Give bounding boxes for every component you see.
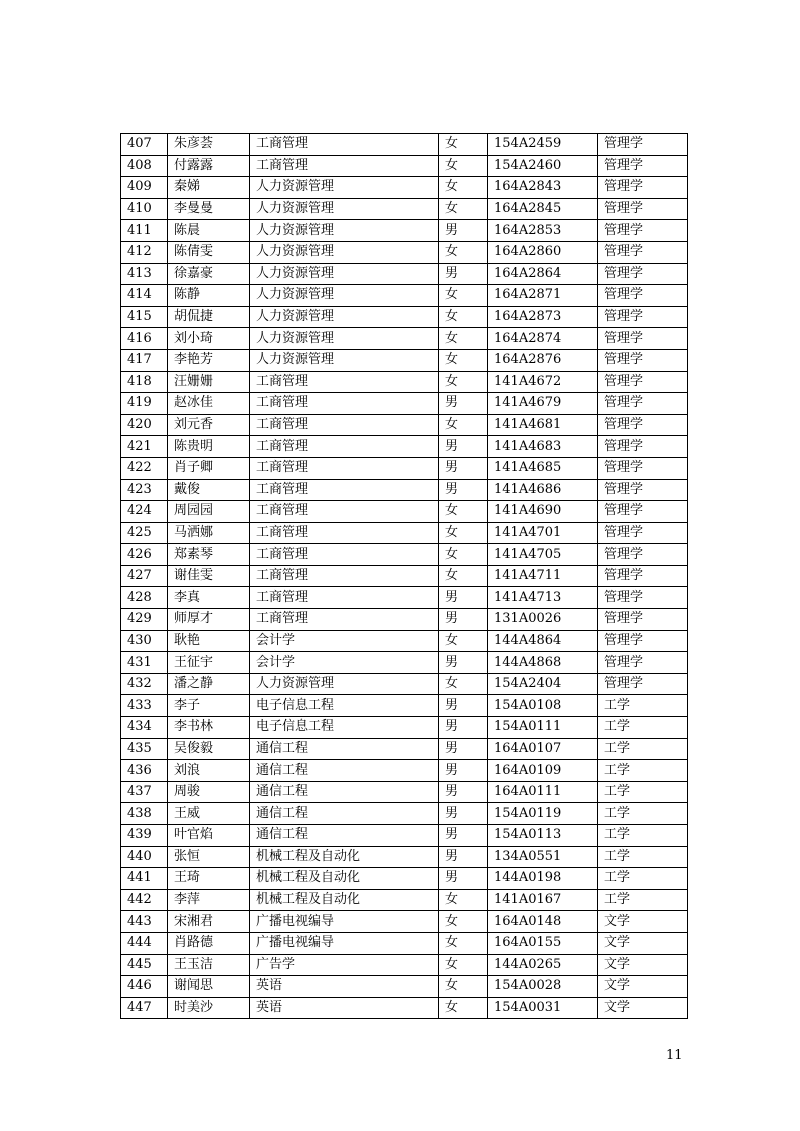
student-id-cell: 141A4713 xyxy=(488,587,598,609)
major-cell: 工商管理 xyxy=(250,414,439,436)
student-name-cell: 刘小琦 xyxy=(168,328,250,350)
student-name-cell: 李子 xyxy=(168,695,250,717)
major-cell: 英语 xyxy=(250,997,439,1019)
gender-cell: 女 xyxy=(439,328,488,350)
table-row xyxy=(121,889,688,911)
major-cell: 人力资源管理 xyxy=(250,306,439,328)
gender-cell: 女 xyxy=(439,155,488,177)
major-cell: 工商管理 xyxy=(250,371,439,393)
table-row xyxy=(121,393,688,415)
discipline-cell: 管理学 xyxy=(598,457,688,479)
student-name-cell: 陈静 xyxy=(168,285,250,307)
row-number-cell: 412 xyxy=(121,241,168,263)
row-number-cell: 418 xyxy=(121,371,168,393)
table-row xyxy=(121,565,688,587)
student-id-cell: 164A2864 xyxy=(488,263,598,285)
row-number-cell: 429 xyxy=(121,609,168,631)
major-cell: 通信工程 xyxy=(250,803,439,825)
gender-cell: 女 xyxy=(439,501,488,523)
student-id-cell: 154A2460 xyxy=(488,155,598,177)
gender-cell: 女 xyxy=(439,285,488,307)
gender-cell: 女 xyxy=(439,306,488,328)
discipline-cell: 管理学 xyxy=(598,306,688,328)
student-id-cell: 164A0109 xyxy=(488,760,598,782)
gender-cell: 男 xyxy=(439,868,488,890)
row-number-cell: 432 xyxy=(121,673,168,695)
discipline-cell: 工学 xyxy=(598,825,688,847)
table-row xyxy=(121,868,688,890)
roster-table-body xyxy=(121,134,688,1019)
gender-cell: 女 xyxy=(439,371,488,393)
discipline-cell: 管理学 xyxy=(598,155,688,177)
student-name-cell: 王威 xyxy=(168,803,250,825)
student-name-cell: 胡侃捷 xyxy=(168,306,250,328)
student-name-cell: 朱彦荟 xyxy=(168,134,250,156)
gender-cell: 男 xyxy=(439,695,488,717)
row-number-cell: 409 xyxy=(121,177,168,199)
major-cell: 工商管理 xyxy=(250,134,439,156)
major-cell: 广告学 xyxy=(250,954,439,976)
table-row xyxy=(121,349,688,371)
discipline-cell: 文学 xyxy=(598,932,688,954)
table-row xyxy=(121,306,688,328)
discipline-cell: 管理学 xyxy=(598,349,688,371)
gender-cell: 女 xyxy=(439,889,488,911)
gender-cell: 男 xyxy=(439,436,488,458)
student-id-cell: 141A4685 xyxy=(488,457,598,479)
table-row xyxy=(121,479,688,501)
table-row xyxy=(121,544,688,566)
row-number-cell: 426 xyxy=(121,544,168,566)
discipline-cell: 管理学 xyxy=(598,263,688,285)
discipline-cell: 管理学 xyxy=(598,501,688,523)
major-cell: 人力资源管理 xyxy=(250,263,439,285)
major-cell: 广播电视编导 xyxy=(250,932,439,954)
major-cell: 电子信息工程 xyxy=(250,695,439,717)
table-row xyxy=(121,436,688,458)
table-row xyxy=(121,198,688,220)
gender-cell: 男 xyxy=(439,393,488,415)
row-number-cell: 416 xyxy=(121,328,168,350)
student-id-cell: 144A0198 xyxy=(488,868,598,890)
student-id-cell: 154A0111 xyxy=(488,717,598,739)
row-number-cell: 413 xyxy=(121,263,168,285)
student-name-cell: 郑素琴 xyxy=(168,544,250,566)
student-name-cell: 吴俊毅 xyxy=(168,738,250,760)
discipline-cell: 工学 xyxy=(598,695,688,717)
major-cell: 工商管理 xyxy=(250,393,439,415)
major-cell: 工商管理 xyxy=(250,501,439,523)
discipline-cell: 工学 xyxy=(598,781,688,803)
row-number-cell: 417 xyxy=(121,349,168,371)
student-id-cell: 164A2845 xyxy=(488,198,598,220)
student-id-cell: 141A4683 xyxy=(488,436,598,458)
student-id-cell: 144A4864 xyxy=(488,630,598,652)
student-name-cell: 李书林 xyxy=(168,717,250,739)
row-number-cell: 446 xyxy=(121,976,168,998)
student-name-cell: 秦娣 xyxy=(168,177,250,199)
row-number-cell: 443 xyxy=(121,911,168,933)
gender-cell: 女 xyxy=(439,911,488,933)
table-row xyxy=(121,328,688,350)
student-id-cell: 164A2860 xyxy=(488,241,598,263)
student-name-cell: 赵冰佳 xyxy=(168,393,250,415)
major-cell: 工商管理 xyxy=(250,609,439,631)
major-cell: 会计学 xyxy=(250,630,439,652)
major-cell: 工商管理 xyxy=(250,479,439,501)
discipline-cell: 管理学 xyxy=(598,241,688,263)
row-number-cell: 440 xyxy=(121,846,168,868)
discipline-cell: 管理学 xyxy=(598,328,688,350)
student-name-cell: 谢闻思 xyxy=(168,976,250,998)
student-id-cell: 154A2459 xyxy=(488,134,598,156)
student-id-cell: 141A0167 xyxy=(488,889,598,911)
student-id-cell: 131A0026 xyxy=(488,609,598,631)
gender-cell: 女 xyxy=(439,673,488,695)
gender-cell: 女 xyxy=(439,544,488,566)
table-row xyxy=(121,738,688,760)
major-cell: 人力资源管理 xyxy=(250,241,439,263)
major-cell: 机械工程及自动化 xyxy=(250,889,439,911)
table-row xyxy=(121,997,688,1019)
student-name-cell: 刘浪 xyxy=(168,760,250,782)
row-number-cell: 415 xyxy=(121,306,168,328)
major-cell: 人力资源管理 xyxy=(250,220,439,242)
major-cell: 通信工程 xyxy=(250,760,439,782)
row-number-cell: 419 xyxy=(121,393,168,415)
student-name-cell: 时美沙 xyxy=(168,997,250,1019)
row-number-cell: 427 xyxy=(121,565,168,587)
row-number-cell: 435 xyxy=(121,738,168,760)
discipline-cell: 工学 xyxy=(598,803,688,825)
table-row xyxy=(121,932,688,954)
gender-cell: 男 xyxy=(439,803,488,825)
discipline-cell: 管理学 xyxy=(598,436,688,458)
discipline-cell: 管理学 xyxy=(598,609,688,631)
table-row xyxy=(121,522,688,544)
page-number: 11 xyxy=(666,1048,683,1063)
student-id-cell: 164A2873 xyxy=(488,306,598,328)
gender-cell: 男 xyxy=(439,220,488,242)
student-name-cell: 叶官焰 xyxy=(168,825,250,847)
student-name-cell: 刘元香 xyxy=(168,414,250,436)
student-id-cell: 134A0551 xyxy=(488,846,598,868)
gender-cell: 女 xyxy=(439,198,488,220)
major-cell: 人力资源管理 xyxy=(250,285,439,307)
discipline-cell: 管理学 xyxy=(598,198,688,220)
table-row xyxy=(121,760,688,782)
table-row xyxy=(121,673,688,695)
discipline-cell: 管理学 xyxy=(598,544,688,566)
table-row xyxy=(121,609,688,631)
row-number-cell: 447 xyxy=(121,997,168,1019)
table-row xyxy=(121,825,688,847)
student-name-cell: 李真 xyxy=(168,587,250,609)
gender-cell: 男 xyxy=(439,652,488,674)
discipline-cell: 文学 xyxy=(598,997,688,1019)
student-name-cell: 王玉洁 xyxy=(168,954,250,976)
student-name-cell: 李萍 xyxy=(168,889,250,911)
row-number-cell: 430 xyxy=(121,630,168,652)
row-number-cell: 420 xyxy=(121,414,168,436)
student-name-cell: 王征宇 xyxy=(168,652,250,674)
student-name-cell: 李曼曼 xyxy=(168,198,250,220)
discipline-cell: 管理学 xyxy=(598,414,688,436)
student-name-cell: 宋湘君 xyxy=(168,911,250,933)
discipline-cell: 工学 xyxy=(598,717,688,739)
discipline-cell: 管理学 xyxy=(598,285,688,307)
discipline-cell: 管理学 xyxy=(598,177,688,199)
discipline-cell: 工学 xyxy=(598,868,688,890)
student-id-cell: 164A0155 xyxy=(488,932,598,954)
gender-cell: 男 xyxy=(439,825,488,847)
discipline-cell: 工学 xyxy=(598,738,688,760)
major-cell: 工商管理 xyxy=(250,565,439,587)
row-number-cell: 414 xyxy=(121,285,168,307)
major-cell: 电子信息工程 xyxy=(250,717,439,739)
row-number-cell: 439 xyxy=(121,825,168,847)
student-id-cell: 154A2404 xyxy=(488,673,598,695)
student-id-cell: 164A0107 xyxy=(488,738,598,760)
student-id-cell: 164A2874 xyxy=(488,328,598,350)
table-row xyxy=(121,457,688,479)
row-number-cell: 421 xyxy=(121,436,168,458)
student-id-cell: 141A4705 xyxy=(488,544,598,566)
student-name-cell: 陈贵明 xyxy=(168,436,250,458)
student-id-cell: 164A2853 xyxy=(488,220,598,242)
table-row xyxy=(121,241,688,263)
student-id-cell: 141A4679 xyxy=(488,393,598,415)
student-name-cell: 肖子卿 xyxy=(168,457,250,479)
major-cell: 工商管理 xyxy=(250,155,439,177)
row-number-cell: 437 xyxy=(121,781,168,803)
major-cell: 工商管理 xyxy=(250,457,439,479)
student-name-cell: 李艳芳 xyxy=(168,349,250,371)
student-name-cell: 徐嘉豪 xyxy=(168,263,250,285)
student-id-cell: 141A4686 xyxy=(488,479,598,501)
discipline-cell: 管理学 xyxy=(598,587,688,609)
student-id-cell: 164A2876 xyxy=(488,349,598,371)
major-cell: 机械工程及自动化 xyxy=(250,846,439,868)
discipline-cell: 管理学 xyxy=(598,134,688,156)
table-row xyxy=(121,695,688,717)
table-row xyxy=(121,717,688,739)
student-id-cell: 144A4868 xyxy=(488,652,598,674)
major-cell: 人力资源管理 xyxy=(250,177,439,199)
major-cell: 广播电视编导 xyxy=(250,911,439,933)
gender-cell: 男 xyxy=(439,760,488,782)
row-number-cell: 441 xyxy=(121,868,168,890)
discipline-cell: 管理学 xyxy=(598,479,688,501)
major-cell: 通信工程 xyxy=(250,781,439,803)
row-number-cell: 408 xyxy=(121,155,168,177)
student-id-cell: 164A0111 xyxy=(488,781,598,803)
gender-cell: 男 xyxy=(439,738,488,760)
major-cell: 工商管理 xyxy=(250,436,439,458)
student-name-cell: 戴俊 xyxy=(168,479,250,501)
table-row xyxy=(121,803,688,825)
gender-cell: 女 xyxy=(439,414,488,436)
table-row xyxy=(121,263,688,285)
discipline-cell: 工学 xyxy=(598,760,688,782)
student-id-cell: 141A4701 xyxy=(488,522,598,544)
major-cell: 工商管理 xyxy=(250,544,439,566)
table-row xyxy=(121,587,688,609)
discipline-cell: 管理学 xyxy=(598,220,688,242)
table-row xyxy=(121,414,688,436)
student-name-cell: 周园园 xyxy=(168,501,250,523)
table-row xyxy=(121,976,688,998)
student-name-cell: 耿艳 xyxy=(168,630,250,652)
discipline-cell: 管理学 xyxy=(598,630,688,652)
student-id-cell: 154A0031 xyxy=(488,997,598,1019)
table-row xyxy=(121,134,688,156)
row-number-cell: 431 xyxy=(121,652,168,674)
student-name-cell: 师厚才 xyxy=(168,609,250,631)
student-name-cell: 马洒娜 xyxy=(168,522,250,544)
gender-cell: 女 xyxy=(439,522,488,544)
row-number-cell: 407 xyxy=(121,134,168,156)
major-cell: 英语 xyxy=(250,976,439,998)
gender-cell: 女 xyxy=(439,565,488,587)
gender-cell: 男 xyxy=(439,846,488,868)
gender-cell: 男 xyxy=(439,609,488,631)
major-cell: 人力资源管理 xyxy=(250,673,439,695)
student-id-cell: 144A0265 xyxy=(488,954,598,976)
table-row xyxy=(121,155,688,177)
row-number-cell: 428 xyxy=(121,587,168,609)
gender-cell: 女 xyxy=(439,932,488,954)
gender-cell: 男 xyxy=(439,263,488,285)
major-cell: 会计学 xyxy=(250,652,439,674)
discipline-cell: 文学 xyxy=(598,911,688,933)
discipline-cell: 管理学 xyxy=(598,522,688,544)
row-number-cell: 438 xyxy=(121,803,168,825)
table-row xyxy=(121,371,688,393)
gender-cell: 女 xyxy=(439,177,488,199)
student-name-cell: 张恒 xyxy=(168,846,250,868)
major-cell: 人力资源管理 xyxy=(250,198,439,220)
table-row xyxy=(121,177,688,199)
discipline-cell: 工学 xyxy=(598,846,688,868)
row-number-cell: 425 xyxy=(121,522,168,544)
table-row xyxy=(121,501,688,523)
student-id-cell: 164A2871 xyxy=(488,285,598,307)
table-row xyxy=(121,781,688,803)
major-cell: 机械工程及自动化 xyxy=(250,868,439,890)
discipline-cell: 管理学 xyxy=(598,673,688,695)
gender-cell: 男 xyxy=(439,717,488,739)
row-number-cell: 445 xyxy=(121,954,168,976)
student-id-cell: 141A4672 xyxy=(488,371,598,393)
student-name-cell: 潘之静 xyxy=(168,673,250,695)
gender-cell: 男 xyxy=(439,479,488,501)
student-id-cell: 141A4711 xyxy=(488,565,598,587)
student-name-cell: 汪姗姗 xyxy=(168,371,250,393)
table-row xyxy=(121,911,688,933)
table-row xyxy=(121,630,688,652)
discipline-cell: 管理学 xyxy=(598,393,688,415)
student-id-cell: 141A4681 xyxy=(488,414,598,436)
student-id-cell: 141A4690 xyxy=(488,501,598,523)
major-cell: 通信工程 xyxy=(250,825,439,847)
gender-cell: 女 xyxy=(439,976,488,998)
row-number-cell: 433 xyxy=(121,695,168,717)
student-name-cell: 陈晨 xyxy=(168,220,250,242)
major-cell: 人力资源管理 xyxy=(250,328,439,350)
row-number-cell: 423 xyxy=(121,479,168,501)
gender-cell: 男 xyxy=(439,587,488,609)
student-name-cell: 陈倩雯 xyxy=(168,241,250,263)
major-cell: 人力资源管理 xyxy=(250,349,439,371)
student-id-cell: 164A0148 xyxy=(488,911,598,933)
table-row xyxy=(121,954,688,976)
major-cell: 通信工程 xyxy=(250,738,439,760)
row-number-cell: 410 xyxy=(121,198,168,220)
student-id-cell: 164A2843 xyxy=(488,177,598,199)
discipline-cell: 文学 xyxy=(598,954,688,976)
discipline-cell: 管理学 xyxy=(598,652,688,674)
row-number-cell: 444 xyxy=(121,932,168,954)
student-id-cell: 154A0108 xyxy=(488,695,598,717)
table-row xyxy=(121,846,688,868)
discipline-cell: 管理学 xyxy=(598,565,688,587)
gender-cell: 女 xyxy=(439,349,488,371)
row-number-cell: 411 xyxy=(121,220,168,242)
major-cell: 工商管理 xyxy=(250,522,439,544)
student-name-cell: 周骏 xyxy=(168,781,250,803)
gender-cell: 女 xyxy=(439,241,488,263)
major-cell: 工商管理 xyxy=(250,587,439,609)
table-row xyxy=(121,652,688,674)
student-name-cell: 谢佳雯 xyxy=(168,565,250,587)
student-name-cell: 王琦 xyxy=(168,868,250,890)
table-row xyxy=(121,220,688,242)
student-id-cell: 154A0028 xyxy=(488,976,598,998)
gender-cell: 女 xyxy=(439,997,488,1019)
gender-cell: 男 xyxy=(439,781,488,803)
gender-cell: 女 xyxy=(439,630,488,652)
table-row xyxy=(121,285,688,307)
row-number-cell: 434 xyxy=(121,717,168,739)
row-number-cell: 436 xyxy=(121,760,168,782)
student-id-cell: 154A0113 xyxy=(488,825,598,847)
gender-cell: 女 xyxy=(439,134,488,156)
discipline-cell: 管理学 xyxy=(598,371,688,393)
student-name-cell: 肖路德 xyxy=(168,932,250,954)
student-roster-table xyxy=(120,133,688,1019)
discipline-cell: 文学 xyxy=(598,976,688,998)
row-number-cell: 422 xyxy=(121,457,168,479)
student-name-cell: 付露露 xyxy=(168,155,250,177)
gender-cell: 男 xyxy=(439,457,488,479)
student-id-cell: 154A0119 xyxy=(488,803,598,825)
discipline-cell: 工学 xyxy=(598,889,688,911)
row-number-cell: 424 xyxy=(121,501,168,523)
row-number-cell: 442 xyxy=(121,889,168,911)
gender-cell: 女 xyxy=(439,954,488,976)
